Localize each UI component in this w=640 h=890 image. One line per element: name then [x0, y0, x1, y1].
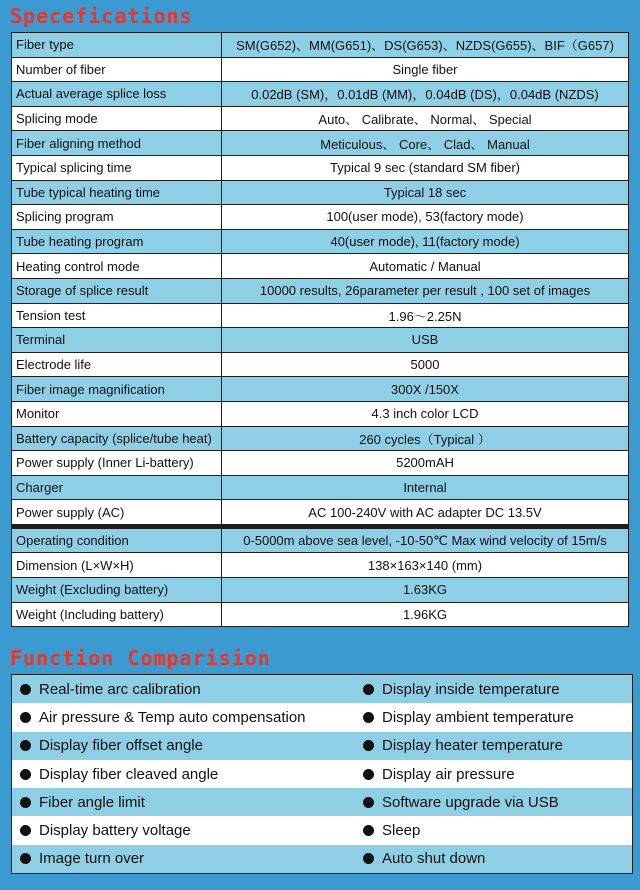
- spec-row: [12, 553, 629, 578]
- spec-row: [12, 401, 629, 426]
- spec-value: 40(user mode), 11(factory mode): [222, 229, 629, 254]
- spec-row: [12, 33, 629, 58]
- spec-row: [12, 500, 629, 525]
- function-item: [357, 822, 632, 839]
- spec-row: [12, 131, 629, 156]
- spec-row: [12, 106, 629, 131]
- bullet-icon: [20, 712, 31, 723]
- spec-label: Charger: [12, 475, 222, 500]
- spec-value: 1.96KG: [222, 602, 629, 627]
- spec-row: [12, 303, 629, 328]
- spec-row: [12, 377, 629, 402]
- function-item: [357, 766, 632, 783]
- spec-label: Weight (Excluding battery): [12, 578, 222, 603]
- function-item: [12, 709, 357, 726]
- spec-label: Weight (Including battery): [12, 602, 222, 627]
- spec-value: 300X /150X: [222, 377, 629, 402]
- spec-value: Auto、 Calibrate、 Normal、 Special: [222, 106, 629, 131]
- spec-label: Power supply (Inner Li-battery): [12, 451, 222, 476]
- bullet-icon: [363, 825, 374, 836]
- spec-value: 0-5000m above sea level, -10-50℃ Max wind velocity of 15m/s: [222, 527, 629, 553]
- bullet-icon: [20, 853, 31, 864]
- spec-label: Splicing program: [12, 205, 222, 230]
- spec-value: USB: [222, 328, 629, 353]
- function-item: [357, 850, 632, 867]
- function-label: Auto shut down: [382, 850, 486, 868]
- spec-value: Single fiber: [222, 57, 629, 82]
- spec-value: Internal: [222, 475, 629, 500]
- function-row: [12, 703, 632, 731]
- specifications-title: Specefications: [10, 4, 193, 28]
- bullet-icon: [363, 740, 374, 751]
- function-row: [12, 675, 632, 703]
- bullet-icon: [363, 712, 374, 723]
- spec-value: 10000 results, 26parameter per result , 100 set of images: [222, 278, 629, 303]
- function-item: [357, 794, 632, 811]
- spec-value: AC 100-240V with AC adapter DC 13.5V: [222, 500, 629, 525]
- bullet-icon: [20, 769, 31, 780]
- spec-label: Dimension (L×W×H): [12, 553, 222, 578]
- function-label: Image turn over: [39, 850, 145, 868]
- spec-value: 5000: [222, 352, 629, 377]
- spec-row: [12, 278, 629, 303]
- bullet-icon: [20, 740, 31, 751]
- spec-value: Typical 9 sec (standard SM fiber): [222, 155, 629, 180]
- spec-value: 1.63KG: [222, 578, 629, 603]
- spec-value: Meticulous、 Core、 Clad、 Manual: [222, 131, 629, 156]
- specifications-table: [11, 32, 629, 627]
- spec-row: [12, 57, 629, 82]
- spec-value: 1.96～2.25N: [222, 303, 629, 328]
- function-item: [12, 794, 357, 811]
- spec-row: [12, 352, 629, 377]
- function-item: [357, 709, 632, 726]
- function-item: [12, 850, 357, 867]
- spec-row: [12, 578, 629, 603]
- spec-label: Fiber type: [12, 33, 222, 58]
- function-row: [12, 816, 632, 844]
- spec-row: [12, 426, 629, 451]
- bullet-icon: [363, 853, 374, 864]
- spec-label: Storage of splice result: [12, 278, 222, 303]
- function-comparison-title: Function Comparision: [10, 646, 271, 670]
- function-label: Display heater temperature: [382, 737, 563, 755]
- spec-value: Typical 18 sec: [222, 180, 629, 205]
- spec-label: Battery capacity (splice/tube heat): [12, 426, 222, 451]
- bullet-icon: [20, 797, 31, 808]
- function-label: Display fiber offset angle: [39, 737, 203, 755]
- function-item: [357, 737, 632, 754]
- function-label: Display air pressure: [382, 765, 515, 783]
- spec-value: 5200mAH: [222, 451, 629, 476]
- spec-value: 0.02dB (SM)，0.01dB (MM)，0.04dB (DS)，0.04dB (NZDS): [222, 82, 629, 107]
- spec-label: Fiber image magnification: [12, 377, 222, 402]
- bullet-icon: [363, 684, 374, 695]
- spec-label: Monitor: [12, 401, 222, 426]
- spec-label: Electrode life: [12, 352, 222, 377]
- function-label: Fiber angle limit: [39, 793, 145, 811]
- function-label: Display ambient temperature: [382, 708, 574, 726]
- function-row: [12, 788, 632, 816]
- spec-label: Power supply (AC): [12, 500, 222, 525]
- spec-row: [12, 180, 629, 205]
- function-label: Display battery voltage: [39, 822, 191, 840]
- spec-label: Tube typical heating time: [12, 180, 222, 205]
- spec-value: Automatic / Manual: [222, 254, 629, 279]
- spec-row: [12, 475, 629, 500]
- spec-row: [12, 229, 629, 254]
- spec-label: Operating condition: [12, 527, 222, 553]
- spec-label: Terminal: [12, 328, 222, 353]
- spec-label: Actual average splice loss: [12, 82, 222, 107]
- spec-value: 100(user mode), 53(factory mode): [222, 205, 629, 230]
- function-item: [12, 737, 357, 754]
- function-item: [12, 766, 357, 783]
- spec-label: Fiber aligning method: [12, 131, 222, 156]
- bullet-icon: [20, 684, 31, 695]
- bullet-icon: [20, 825, 31, 836]
- spec-value: SM(G652)、MM(G651)、DS(G653)、NZDS(G655)、BIF（G657): [222, 33, 629, 58]
- function-item: [12, 822, 357, 839]
- function-item: [357, 681, 632, 698]
- function-label: Display fiber cleaved angle: [39, 765, 219, 783]
- spec-label: Tube heating program: [12, 229, 222, 254]
- function-label: Sleep: [382, 822, 421, 840]
- spec-label: Splicing mode: [12, 106, 222, 131]
- bullet-icon: [363, 769, 374, 780]
- spec-row: [12, 155, 629, 180]
- function-label: Software upgrade via USB: [382, 793, 559, 811]
- spec-row: [12, 205, 629, 230]
- spec-label: Typical splicing time: [12, 155, 222, 180]
- spec-row: [12, 328, 629, 353]
- spec-row: [12, 82, 629, 107]
- function-row: [12, 760, 632, 788]
- spec-value: 260 cycles（Typical ）: [222, 426, 629, 451]
- function-item: [12, 681, 357, 698]
- spec-row: [12, 602, 629, 627]
- spec-label: Heating control mode: [12, 254, 222, 279]
- spec-row: [12, 527, 629, 553]
- function-row: [12, 732, 632, 760]
- spec-label: Tension test: [12, 303, 222, 328]
- spec-value: 138×163×140 (mm): [222, 553, 629, 578]
- function-label: Display inside temperature: [382, 680, 560, 698]
- function-label: Air pressure & Temp auto compensation: [39, 708, 306, 726]
- function-label: Real-time arc calibration: [39, 680, 201, 698]
- spec-label: Number of fiber: [12, 57, 222, 82]
- spec-value: 4.3 inch color LCD: [222, 401, 629, 426]
- function-comparison-list: [11, 674, 633, 874]
- spec-row: [12, 254, 629, 279]
- spec-row: [12, 451, 629, 476]
- bullet-icon: [363, 797, 374, 808]
- function-row: [12, 845, 632, 873]
